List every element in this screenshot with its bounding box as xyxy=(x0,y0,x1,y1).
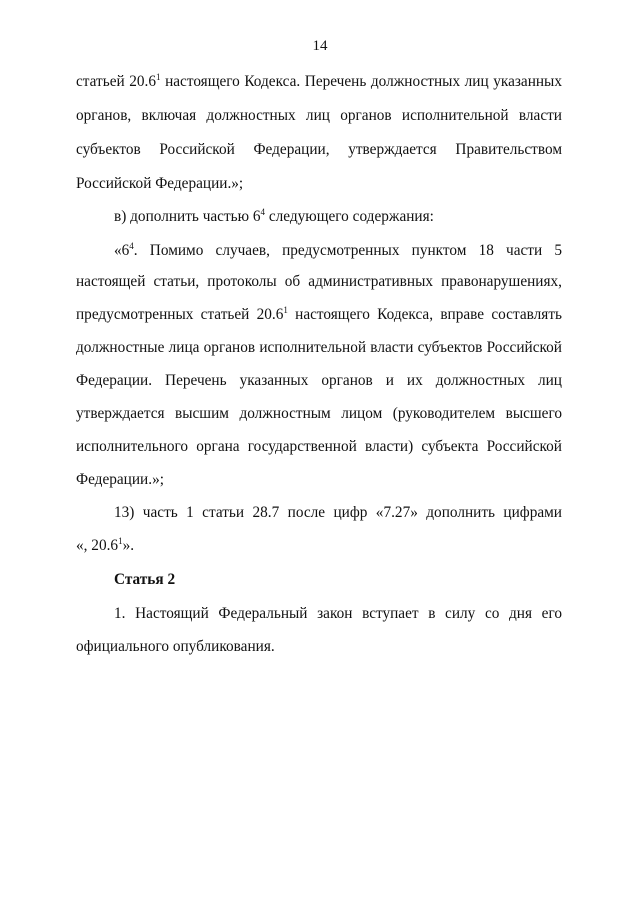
paragraph-line: субъектов Российской Федерации, утверждается Правительством xyxy=(76,141,562,158)
paragraph-line: органов, включая должностных лиц органов исполнительной власти xyxy=(76,107,562,124)
paragraph-line: Российской Федерации.»; xyxy=(76,175,244,192)
paragraph-line: Федерации. Перечень указанных органов и их должностных лиц xyxy=(76,372,562,389)
paragraph-line: 1. Настоящий Федеральный закон вступает в силу со дня его xyxy=(114,605,562,622)
paragraph-line xyxy=(114,242,562,260)
text-fragment: . Помимо случаев, предусмотренных пунктом 18 части 5 xyxy=(133,242,562,259)
paragraph-line xyxy=(114,208,434,226)
text-fragment: настоящего Кодекса. Перечень должностных лиц указанных xyxy=(160,73,562,90)
text-fragment: ». xyxy=(122,537,135,554)
paragraph-line: утверждается высшим должностным лицом (руководителем высшего xyxy=(76,405,562,422)
paragraph-line xyxy=(76,537,134,555)
superscript: 1 xyxy=(118,536,123,546)
text-fragment: статьей 20.6 xyxy=(76,73,157,90)
paragraph-line xyxy=(76,73,562,91)
superscript: 1 xyxy=(283,305,288,315)
page-number: 14 xyxy=(312,38,328,54)
text-fragment: предусмотренных статьей 20.6 xyxy=(76,306,284,323)
text-fragment: «, 20.6 xyxy=(76,537,119,554)
paragraph-line xyxy=(76,306,562,324)
text-fragment: следующего содержания: xyxy=(265,208,434,225)
paragraph-line: настоящей статьи, протоколы об административных правонарушениях, xyxy=(76,273,562,290)
superscript: 4 xyxy=(129,241,134,251)
text-fragment: «6 xyxy=(114,242,130,259)
superscript: 1 xyxy=(156,72,161,82)
paragraph-line: 13) часть 1 статьи 28.7 после цифр «7.27» дополнить цифрами xyxy=(114,504,562,521)
text-fragment: настоящего Кодекса, вправе составлять xyxy=(287,306,562,323)
paragraph-line: официального опубликования. xyxy=(76,638,275,655)
text-fragment: в) дополнить частью 6 xyxy=(114,208,261,225)
superscript: 4 xyxy=(260,207,266,217)
article-heading: Статья 2 xyxy=(114,571,176,588)
paragraph-line: должностные лица органов исполнительной власти субъектов Российской xyxy=(76,339,562,356)
paragraph-line: Федерации.»; xyxy=(76,471,164,488)
paragraph-line: исполнительного органа государственной власти) субъекта Российской xyxy=(76,438,562,455)
